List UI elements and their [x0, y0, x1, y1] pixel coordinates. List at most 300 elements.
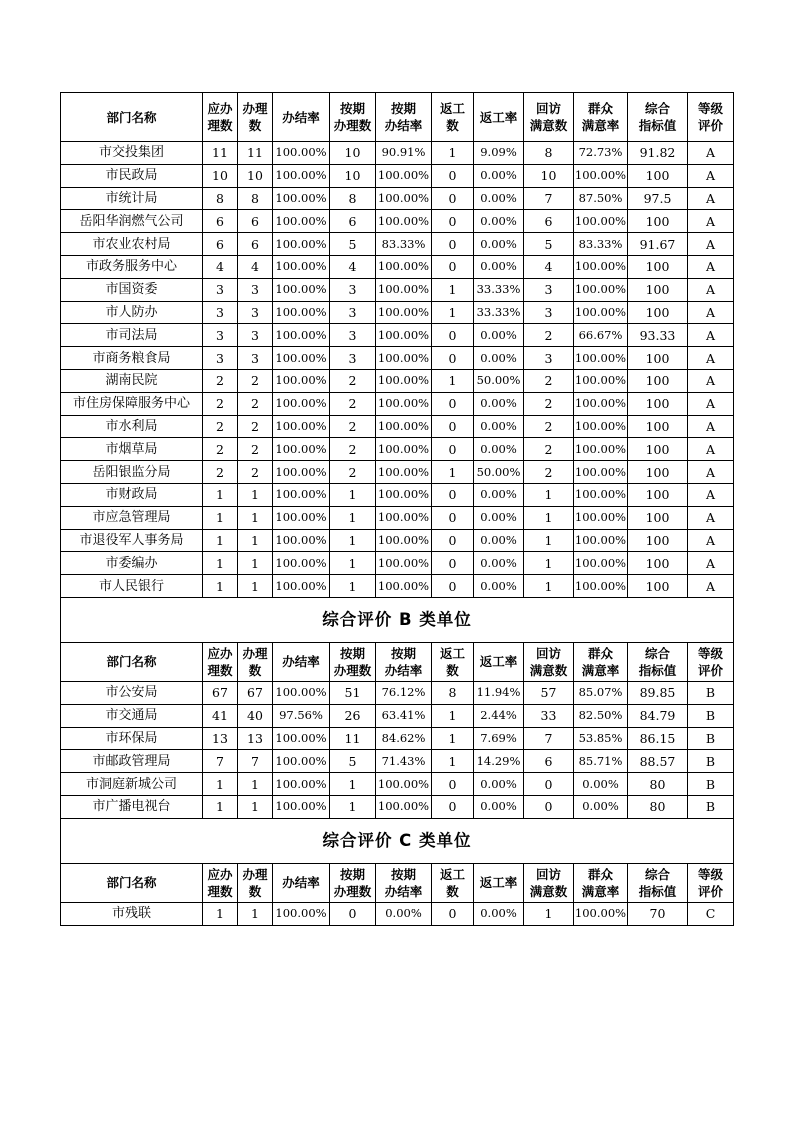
cell-grade: B [688, 773, 734, 796]
cell-handled-count: 2 [238, 461, 273, 484]
cell-handled-count: 3 [238, 278, 273, 301]
cell-assigned-count: 3 [203, 347, 238, 370]
cell-completion-rate: 100.00% [273, 750, 330, 773]
cell-index-value: 100 [628, 278, 688, 301]
cell-ontime-count: 5 [330, 233, 376, 256]
cell-rework-count: 0 [432, 575, 474, 598]
cell-satisfaction-rate: 100.00% [574, 461, 628, 484]
cell-ontime-count: 5 [330, 750, 376, 773]
cell-ontime-count: 3 [330, 301, 376, 324]
cell-index-value: 84.79 [628, 704, 688, 727]
table-row [61, 681, 734, 704]
cell-dept-name: 市人民银行 [61, 575, 203, 598]
cell-ontime-count: 10 [330, 164, 376, 187]
cell-dept-name: 市商务粮食局 [61, 347, 203, 370]
header-grade: 等级 评价 [688, 863, 734, 902]
header-rework-count: 返工 数 [432, 863, 474, 902]
cell-rework-rate: 0.00% [474, 483, 524, 506]
cell-assigned-count: 3 [203, 278, 238, 301]
cell-ontime-count: 11 [330, 727, 376, 750]
cell-handled-count: 6 [238, 233, 273, 256]
cell-assigned-count: 2 [203, 369, 238, 392]
cell-index-value: 100 [628, 552, 688, 575]
cell-index-value: 80 [628, 773, 688, 796]
cell-completion-rate: 100.00% [273, 347, 330, 370]
cell-handled-count: 2 [238, 415, 273, 438]
cell-index-value: 97.5 [628, 187, 688, 210]
cell-followup-satisfied: 4 [524, 255, 574, 278]
cell-handled-count: 11 [238, 142, 273, 165]
cell-handled-count: 3 [238, 347, 273, 370]
cell-satisfaction-rate: 82.50% [574, 704, 628, 727]
cell-grade: A [688, 392, 734, 415]
cell-index-value: 100 [628, 415, 688, 438]
cell-grade: B [688, 704, 734, 727]
cell-index-value: 89.85 [628, 681, 688, 704]
cell-completion-rate: 100.00% [273, 727, 330, 750]
cell-satisfaction-rate: 100.00% [574, 552, 628, 575]
cell-followup-satisfied: 2 [524, 324, 574, 347]
cell-index-value: 100 [628, 461, 688, 484]
evaluation-table-sheet [60, 92, 733, 926]
cell-index-value: 86.15 [628, 727, 688, 750]
cell-assigned-count: 2 [203, 392, 238, 415]
cell-ontime-rate: 100.00% [376, 255, 432, 278]
cell-assigned-count: 1 [203, 795, 238, 818]
cell-satisfaction-rate: 100.00% [574, 529, 628, 552]
cell-assigned-count: 13 [203, 727, 238, 750]
cell-dept-name: 市广播电视台 [61, 795, 203, 818]
cell-satisfaction-rate: 85.07% [574, 681, 628, 704]
cell-grade: A [688, 347, 734, 370]
cell-rework-rate: 0.00% [474, 552, 524, 575]
cell-rework-rate: 33.33% [474, 301, 524, 324]
cell-completion-rate: 100.00% [273, 233, 330, 256]
cell-grade: B [688, 727, 734, 750]
header-ontime-rate: 按期 办结率 [376, 642, 432, 681]
cell-ontime-count: 1 [330, 529, 376, 552]
table-row [61, 369, 734, 392]
table-row [61, 187, 734, 210]
section-b-heading [61, 597, 734, 642]
header-row [61, 863, 734, 902]
cell-dept-name: 岳阳银监分局 [61, 461, 203, 484]
cell-dept-name: 市残联 [61, 902, 203, 925]
cell-completion-rate: 100.00% [273, 369, 330, 392]
cell-satisfaction-rate: 100.00% [574, 415, 628, 438]
cell-rework-rate: 2.44% [474, 704, 524, 727]
cell-handled-count: 2 [238, 369, 273, 392]
cell-followup-satisfied: 1 [524, 483, 574, 506]
cell-dept-name: 市政务服务中心 [61, 255, 203, 278]
cell-rework-rate: 0.00% [474, 438, 524, 461]
cell-ontime-count: 1 [330, 483, 376, 506]
cell-dept-name: 市人防办 [61, 301, 203, 324]
cell-completion-rate: 100.00% [273, 301, 330, 324]
cell-ontime-count: 8 [330, 187, 376, 210]
cell-followup-satisfied: 0 [524, 773, 574, 796]
cell-dept-name: 市洞庭新城公司 [61, 773, 203, 796]
cell-followup-satisfied: 10 [524, 164, 574, 187]
cell-handled-count: 1 [238, 506, 273, 529]
cell-index-value: 100 [628, 575, 688, 598]
cell-followup-satisfied: 2 [524, 369, 574, 392]
cell-handled-count: 13 [238, 727, 273, 750]
cell-ontime-rate: 100.00% [376, 773, 432, 796]
header-ontime-rate: 按期 办结率 [376, 93, 432, 142]
cell-index-value: 91.67 [628, 233, 688, 256]
cell-rework-rate: 0.00% [474, 506, 524, 529]
header-assigned-count: 应办 理数 [203, 642, 238, 681]
table-row [61, 506, 734, 529]
cell-rework-rate: 7.69% [474, 727, 524, 750]
cell-completion-rate: 100.00% [273, 187, 330, 210]
table-row [61, 552, 734, 575]
cell-followup-satisfied: 6 [524, 210, 574, 233]
cell-rework-count: 1 [432, 301, 474, 324]
cell-rework-rate: 0.00% [474, 210, 524, 233]
cell-assigned-count: 8 [203, 187, 238, 210]
cell-assigned-count: 1 [203, 902, 238, 925]
cell-ontime-rate: 100.00% [376, 278, 432, 301]
cell-dept-name: 市应急管理局 [61, 506, 203, 529]
cell-assigned-count: 3 [203, 301, 238, 324]
cell-grade: A [688, 461, 734, 484]
cell-followup-satisfied: 1 [524, 575, 574, 598]
cell-rework-count: 0 [432, 483, 474, 506]
cell-grade: A [688, 483, 734, 506]
header-followup-satisfied: 回访 满意数 [524, 642, 574, 681]
cell-handled-count: 3 [238, 324, 273, 347]
cell-dept-name: 湖南民院 [61, 369, 203, 392]
cell-dept-name: 市交通局 [61, 704, 203, 727]
cell-completion-rate: 100.00% [273, 278, 330, 301]
cell-rework-count: 0 [432, 187, 474, 210]
cell-rework-rate: 33.33% [474, 278, 524, 301]
header-followup-satisfied: 回访 满意数 [524, 863, 574, 902]
cell-assigned-count: 67 [203, 681, 238, 704]
cell-rework-count: 1 [432, 704, 474, 727]
cell-grade: B [688, 795, 734, 818]
cell-grade: A [688, 438, 734, 461]
table-row [61, 233, 734, 256]
cell-assigned-count: 3 [203, 324, 238, 347]
cell-rework-count: 0 [432, 506, 474, 529]
cell-index-value: 70 [628, 902, 688, 925]
cell-ontime-rate: 63.41% [376, 704, 432, 727]
table-body [61, 93, 734, 926]
section-title: 综合评价 C 类单位 [61, 818, 734, 863]
cell-rework-count: 0 [432, 233, 474, 256]
table-row [61, 704, 734, 727]
cell-assigned-count: 41 [203, 704, 238, 727]
cell-completion-rate: 97.56% [273, 704, 330, 727]
table-row [61, 255, 734, 278]
cell-satisfaction-rate: 100.00% [574, 347, 628, 370]
cell-index-value: 100 [628, 301, 688, 324]
cell-completion-rate: 100.00% [273, 142, 330, 165]
cell-ontime-count: 1 [330, 506, 376, 529]
cell-satisfaction-rate: 100.00% [574, 278, 628, 301]
cell-satisfaction-rate: 100.00% [574, 369, 628, 392]
header-ontime-count: 按期 办理数 [330, 642, 376, 681]
cell-satisfaction-rate: 87.50% [574, 187, 628, 210]
cell-grade: A [688, 575, 734, 598]
cell-ontime-count: 1 [330, 552, 376, 575]
cell-ontime-rate: 100.00% [376, 483, 432, 506]
cell-index-value: 100 [628, 210, 688, 233]
cell-index-value: 100 [628, 164, 688, 187]
table-row [61, 483, 734, 506]
cell-followup-satisfied: 8 [524, 142, 574, 165]
cell-rework-count: 1 [432, 278, 474, 301]
header-handled-count: 办理 数 [238, 863, 273, 902]
cell-handled-count: 1 [238, 795, 273, 818]
header-index-value: 综合 指标值 [628, 93, 688, 142]
header-rework-count: 返工 数 [432, 93, 474, 142]
cell-handled-count: 3 [238, 301, 273, 324]
cell-handled-count: 10 [238, 164, 273, 187]
cell-ontime-count: 26 [330, 704, 376, 727]
cell-rework-rate: 9.09% [474, 142, 524, 165]
cell-handled-count: 1 [238, 575, 273, 598]
cell-rework-count: 1 [432, 369, 474, 392]
cell-completion-rate: 100.00% [273, 210, 330, 233]
cell-dept-name: 市住房保障服务中心 [61, 392, 203, 415]
cell-rework-rate: 50.00% [474, 461, 524, 484]
cell-rework-count: 0 [432, 438, 474, 461]
cell-ontime-rate: 100.00% [376, 324, 432, 347]
cell-satisfaction-rate: 83.33% [574, 233, 628, 256]
cell-rework-rate: 0.00% [474, 392, 524, 415]
cell-rework-count: 0 [432, 324, 474, 347]
table-row [61, 773, 734, 796]
cell-dept-name: 市财政局 [61, 483, 203, 506]
cell-ontime-rate: 100.00% [376, 347, 432, 370]
cell-ontime-count: 2 [330, 461, 376, 484]
header-followup-satisfied: 回访 满意数 [524, 93, 574, 142]
evaluation-table [60, 92, 734, 926]
cell-rework-count: 0 [432, 347, 474, 370]
cell-rework-rate: 0.00% [474, 187, 524, 210]
header-ontime-rate: 按期 办结率 [376, 863, 432, 902]
cell-completion-rate: 100.00% [273, 506, 330, 529]
cell-rework-count: 1 [432, 727, 474, 750]
cell-grade: A [688, 278, 734, 301]
cell-index-value: 100 [628, 369, 688, 392]
table-row [61, 415, 734, 438]
cell-ontime-count: 51 [330, 681, 376, 704]
cell-assigned-count: 2 [203, 415, 238, 438]
cell-handled-count: 6 [238, 210, 273, 233]
cell-satisfaction-rate: 100.00% [574, 506, 628, 529]
cell-index-value: 80 [628, 795, 688, 818]
cell-grade: A [688, 552, 734, 575]
cell-dept-name: 市退役军人事务局 [61, 529, 203, 552]
cell-index-value: 91.82 [628, 142, 688, 165]
header-index-value: 综合 指标值 [628, 863, 688, 902]
table-row [61, 750, 734, 773]
cell-ontime-rate: 100.00% [376, 187, 432, 210]
cell-completion-rate: 100.00% [273, 529, 330, 552]
cell-completion-rate: 100.00% [273, 483, 330, 506]
cell-ontime-count: 3 [330, 347, 376, 370]
cell-grade: B [688, 750, 734, 773]
cell-rework-rate: 0.00% [474, 773, 524, 796]
cell-ontime-count: 1 [330, 773, 376, 796]
cell-rework-count: 0 [432, 795, 474, 818]
cell-grade: C [688, 902, 734, 925]
cell-rework-rate: 11.94% [474, 681, 524, 704]
cell-dept-name: 市环保局 [61, 727, 203, 750]
cell-followup-satisfied: 6 [524, 750, 574, 773]
cell-grade: A [688, 142, 734, 165]
cell-ontime-rate: 0.00% [376, 902, 432, 925]
cell-satisfaction-rate: 100.00% [574, 392, 628, 415]
cell-rework-count: 0 [432, 415, 474, 438]
cell-ontime-rate: 100.00% [376, 461, 432, 484]
cell-index-value: 100 [628, 255, 688, 278]
cell-assigned-count: 1 [203, 483, 238, 506]
cell-handled-count: 1 [238, 773, 273, 796]
table-row [61, 902, 734, 925]
cell-ontime-count: 2 [330, 415, 376, 438]
cell-assigned-count: 1 [203, 773, 238, 796]
cell-rework-count: 0 [432, 210, 474, 233]
cell-ontime-rate: 100.00% [376, 506, 432, 529]
cell-index-value: 100 [628, 438, 688, 461]
cell-satisfaction-rate: 72.73% [574, 142, 628, 165]
cell-handled-count: 1 [238, 552, 273, 575]
cell-assigned-count: 1 [203, 575, 238, 598]
header-handled-count: 办理 数 [238, 93, 273, 142]
cell-grade: B [688, 681, 734, 704]
cell-satisfaction-rate: 100.00% [574, 255, 628, 278]
cell-followup-satisfied: 7 [524, 727, 574, 750]
header-dept-name: 部门名称 [61, 863, 203, 902]
cell-satisfaction-rate: 100.00% [574, 164, 628, 187]
cell-index-value: 100 [628, 483, 688, 506]
cell-grade: A [688, 415, 734, 438]
cell-dept-name: 市农业农村局 [61, 233, 203, 256]
table-row [61, 142, 734, 165]
cell-grade: A [688, 210, 734, 233]
cell-satisfaction-rate: 100.00% [574, 210, 628, 233]
cell-satisfaction-rate: 66.67% [574, 324, 628, 347]
header-rework-count: 返工 数 [432, 642, 474, 681]
cell-satisfaction-rate: 100.00% [574, 438, 628, 461]
header-row [61, 93, 734, 142]
cell-completion-rate: 100.00% [273, 681, 330, 704]
table-row [61, 210, 734, 233]
cell-assigned-count: 4 [203, 255, 238, 278]
cell-grade: A [688, 301, 734, 324]
cell-rework-rate: 0.00% [474, 529, 524, 552]
cell-rework-count: 0 [432, 392, 474, 415]
cell-followup-satisfied: 2 [524, 415, 574, 438]
header-grade: 等级 评价 [688, 642, 734, 681]
cell-satisfaction-rate: 100.00% [574, 301, 628, 324]
cell-grade: A [688, 369, 734, 392]
table-row [61, 301, 734, 324]
cell-ontime-count: 10 [330, 142, 376, 165]
table-row [61, 347, 734, 370]
cell-ontime-count: 2 [330, 438, 376, 461]
header-ontime-count: 按期 办理数 [330, 93, 376, 142]
cell-dept-name: 市烟草局 [61, 438, 203, 461]
cell-ontime-count: 3 [330, 324, 376, 347]
cell-followup-satisfied: 3 [524, 347, 574, 370]
table-row [61, 795, 734, 818]
cell-dept-name: 市水利局 [61, 415, 203, 438]
header-completion-rate: 办结率 [273, 863, 330, 902]
cell-handled-count: 4 [238, 255, 273, 278]
cell-followup-satisfied: 0 [524, 795, 574, 818]
cell-rework-count: 0 [432, 902, 474, 925]
cell-completion-rate: 100.00% [273, 255, 330, 278]
cell-followup-satisfied: 2 [524, 461, 574, 484]
cell-followup-satisfied: 7 [524, 187, 574, 210]
header-ontime-count: 按期 办理数 [330, 863, 376, 902]
header-assigned-count: 应办 理数 [203, 863, 238, 902]
cell-followup-satisfied: 57 [524, 681, 574, 704]
cell-ontime-count: 6 [330, 210, 376, 233]
cell-handled-count: 67 [238, 681, 273, 704]
cell-rework-count: 0 [432, 255, 474, 278]
cell-ontime-count: 2 [330, 369, 376, 392]
table-row [61, 529, 734, 552]
cell-satisfaction-rate: 53.85% [574, 727, 628, 750]
cell-completion-rate: 100.00% [273, 773, 330, 796]
cell-rework-count: 1 [432, 142, 474, 165]
cell-satisfaction-rate: 100.00% [574, 575, 628, 598]
cell-satisfaction-rate: 100.00% [574, 483, 628, 506]
cell-completion-rate: 100.00% [273, 164, 330, 187]
cell-rework-count: 0 [432, 773, 474, 796]
cell-index-value: 100 [628, 392, 688, 415]
cell-handled-count: 2 [238, 392, 273, 415]
cell-index-value: 93.33 [628, 324, 688, 347]
cell-rework-count: 0 [432, 552, 474, 575]
cell-ontime-rate: 76.12% [376, 681, 432, 704]
cell-dept-name: 市国资委 [61, 278, 203, 301]
cell-assigned-count: 2 [203, 438, 238, 461]
cell-ontime-rate: 71.43% [376, 750, 432, 773]
cell-assigned-count: 10 [203, 164, 238, 187]
cell-rework-rate: 0.00% [474, 415, 524, 438]
cell-ontime-rate: 100.00% [376, 438, 432, 461]
cell-followup-satisfied: 2 [524, 438, 574, 461]
cell-followup-satisfied: 3 [524, 301, 574, 324]
header-completion-rate: 办结率 [273, 93, 330, 142]
cell-assigned-count: 6 [203, 233, 238, 256]
header-grade: 等级 评价 [688, 93, 734, 142]
cell-handled-count: 1 [238, 483, 273, 506]
cell-handled-count: 1 [238, 902, 273, 925]
cell-rework-count: 1 [432, 461, 474, 484]
cell-ontime-count: 0 [330, 902, 376, 925]
cell-index-value: 100 [628, 529, 688, 552]
cell-rework-rate: 0.00% [474, 233, 524, 256]
header-dept-name: 部门名称 [61, 93, 203, 142]
header-row [61, 642, 734, 681]
cell-completion-rate: 100.00% [273, 575, 330, 598]
cell-ontime-rate: 100.00% [376, 529, 432, 552]
cell-followup-satisfied: 1 [524, 902, 574, 925]
cell-dept-name: 市统计局 [61, 187, 203, 210]
cell-ontime-rate: 100.00% [376, 301, 432, 324]
header-rework-rate: 返工率 [474, 642, 524, 681]
